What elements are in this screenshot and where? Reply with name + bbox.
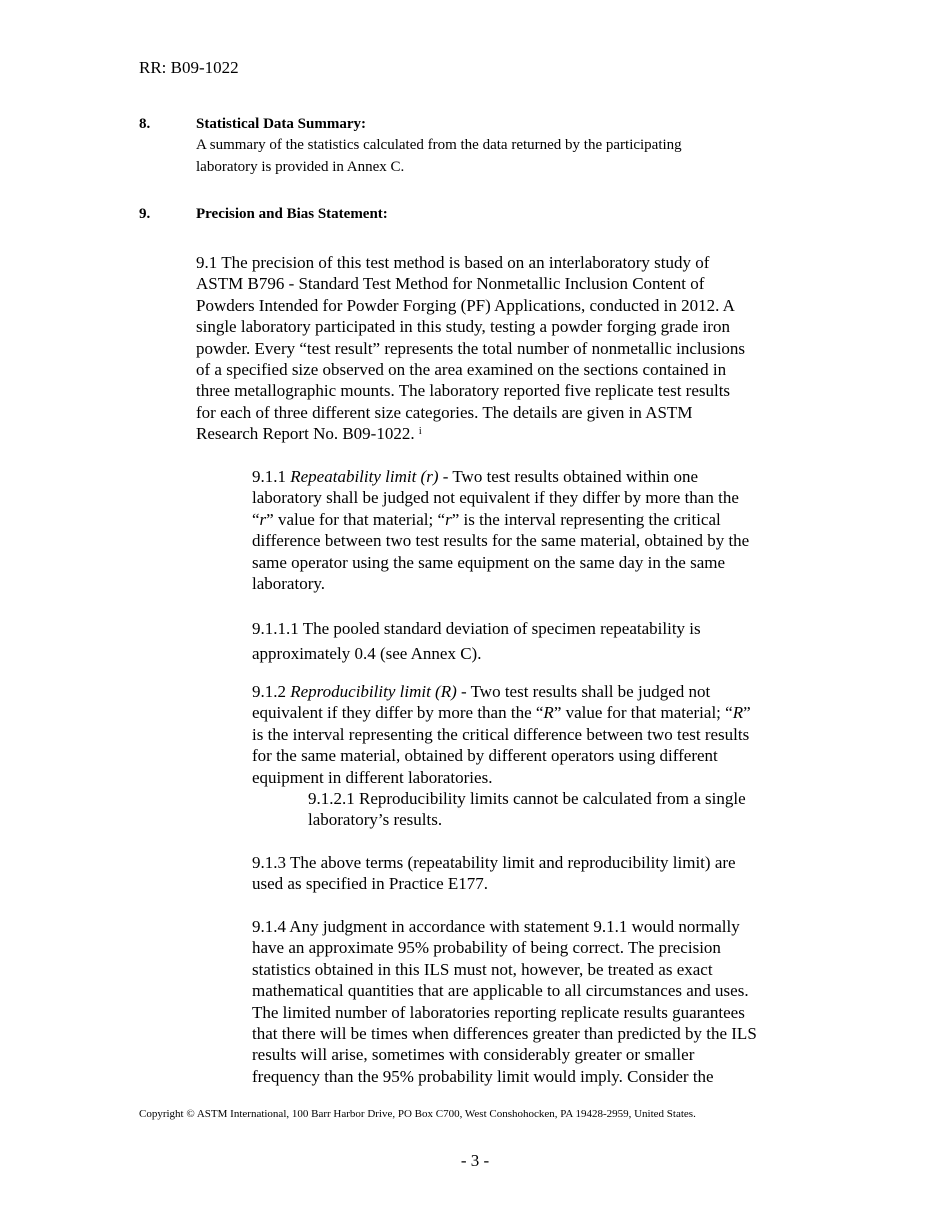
text-line: single laboratory participated in this study, testing a powder forging grade iron xyxy=(196,317,730,337)
paragraph-9-1-1-1 xyxy=(252,616,701,666)
text-line: is the interval representing the critical difference between two test results xyxy=(252,724,750,744)
paragraph-9-1-1 xyxy=(252,466,749,594)
text-line xyxy=(252,466,749,487)
text-segment: Research Report No. B09-1022. xyxy=(196,424,419,444)
report-id-header: RR: B09-1022 xyxy=(139,58,239,77)
text-line xyxy=(252,681,751,702)
text-line xyxy=(196,423,745,444)
text-line: The limited number of laboratories reporting replicate results guarantees xyxy=(252,1002,745,1022)
text-line: 9.1.3 The above terms (repeatability limit and reproducibility limit) are xyxy=(252,853,736,872)
text-segment: equivalent if they differ by more than the “ xyxy=(252,703,544,723)
text-segment: ” is the interval representing the critical xyxy=(451,509,721,529)
text-line: frequency than the 95% probability limit would imply. Consider the xyxy=(252,1066,714,1086)
copyright-footer: Copyright © ASTM International, 100 Barr Harbor Drive, PO Box C700, West Conshohocken, PA 19428-2959, United States. xyxy=(139,1108,696,1120)
text-line: powder. Every “test result” represents the total number of nonmetallic inclusions xyxy=(196,338,746,358)
section-8-number: 8. xyxy=(139,116,151,132)
text-line: results will arise, sometimes with considerably greater or smaller xyxy=(252,1045,695,1065)
text-line: mathematical quantities that are applicable to all circumstances and uses. xyxy=(252,981,749,1001)
page-number: - 3 - xyxy=(460,1151,490,1170)
text-line: Powders Intended for Powder Forging (PF) Applications, conducted in 2012. A xyxy=(196,295,735,315)
paragraph-9-1 xyxy=(196,252,745,445)
symbol-r: r xyxy=(445,509,452,529)
text-line: laboratory is provided in Annex C. xyxy=(196,159,405,175)
text-segment: - Two test results shall be judged not xyxy=(456,682,711,701)
section-9-title: Precision and Bias Statement: xyxy=(196,206,388,222)
text-line xyxy=(252,702,751,723)
text-line: for the same material, obtained by different operators using different xyxy=(252,746,718,766)
text-line: of a specified size observed on the area examined on the sections contained in xyxy=(196,360,727,380)
text-line: have an approximate 95% probability of being correct. The precision xyxy=(252,938,721,958)
text-line: that there will be times when differences greater than predicted by the ILS xyxy=(252,1024,757,1044)
term-repeatability-limit: Repeatability limit (r) xyxy=(290,467,439,486)
symbol-r: r xyxy=(259,509,267,529)
text-line: laboratory. xyxy=(252,574,326,594)
text-line: for each of three different size categories. The details are given in ASTM xyxy=(196,402,693,422)
text-line: difference between two test results for the same material, obtained by the xyxy=(252,531,750,551)
text-line: laboratory shall be judged not equivalent if they differ by more than the xyxy=(252,488,739,508)
paragraph-9-1-3 xyxy=(252,852,736,895)
text-segment: ” value for that material; “ xyxy=(553,703,733,723)
section-9-number: 9. xyxy=(139,206,151,222)
text-segment: “ xyxy=(252,509,260,529)
text-line: laboratory’s results. xyxy=(308,810,443,830)
text-line: three metallographic mounts. The laboratory reported five replicate test results xyxy=(196,381,731,401)
text-segment: ” xyxy=(743,703,751,723)
term-reproducibility-limit: Reproducibility limit (R) xyxy=(290,682,457,701)
text-line: 9.1.4 Any judgment in accordance with statement 9.1.1 would normally xyxy=(252,917,740,936)
text-segment: 9.1.1 xyxy=(252,467,291,486)
text-segment: 9.1.2 xyxy=(252,682,291,701)
text-line: approximately 0.4 (see Annex C). xyxy=(252,644,482,663)
text-segment: - Two test results obtained within one xyxy=(438,467,699,486)
paragraph-9-1-4 xyxy=(252,916,757,1087)
text-line: statistics obtained in this ILS must not, however, be treated as exact xyxy=(252,959,713,979)
text-line: used as specified in Practice E177. xyxy=(252,874,489,894)
text-line xyxy=(252,509,749,530)
section-8-title: Statistical Data Summary: xyxy=(196,116,366,132)
paragraph-9-1-2-1 xyxy=(308,788,746,831)
symbol-R: R xyxy=(732,703,744,723)
text-line: ASTM B796 - Standard Test Method for Nonmetallic Inclusion Content of xyxy=(196,274,705,294)
text-line: 9.1.2.1 Reproducibility limits cannot be calculated from a single xyxy=(308,789,746,808)
paragraph-9-1-2 xyxy=(252,681,751,788)
text-line: A summary of the statistics calculated from the data returned by the participating xyxy=(196,137,682,153)
symbol-R: R xyxy=(543,703,554,723)
text-line: 9.1.1.1 The pooled standard deviation of specimen repeatability is xyxy=(252,619,701,638)
text-line: equipment in different laboratories. xyxy=(252,767,493,787)
section-8-body xyxy=(196,134,682,178)
text-line: same operator using the same equipment on the same day in the same xyxy=(252,552,726,572)
text-segment: ” value for that material; “ xyxy=(266,509,446,529)
endnote-marker: i xyxy=(418,426,422,438)
text-line: 9.1 The precision of this test method is based on an interlaboratory study of xyxy=(196,253,710,272)
